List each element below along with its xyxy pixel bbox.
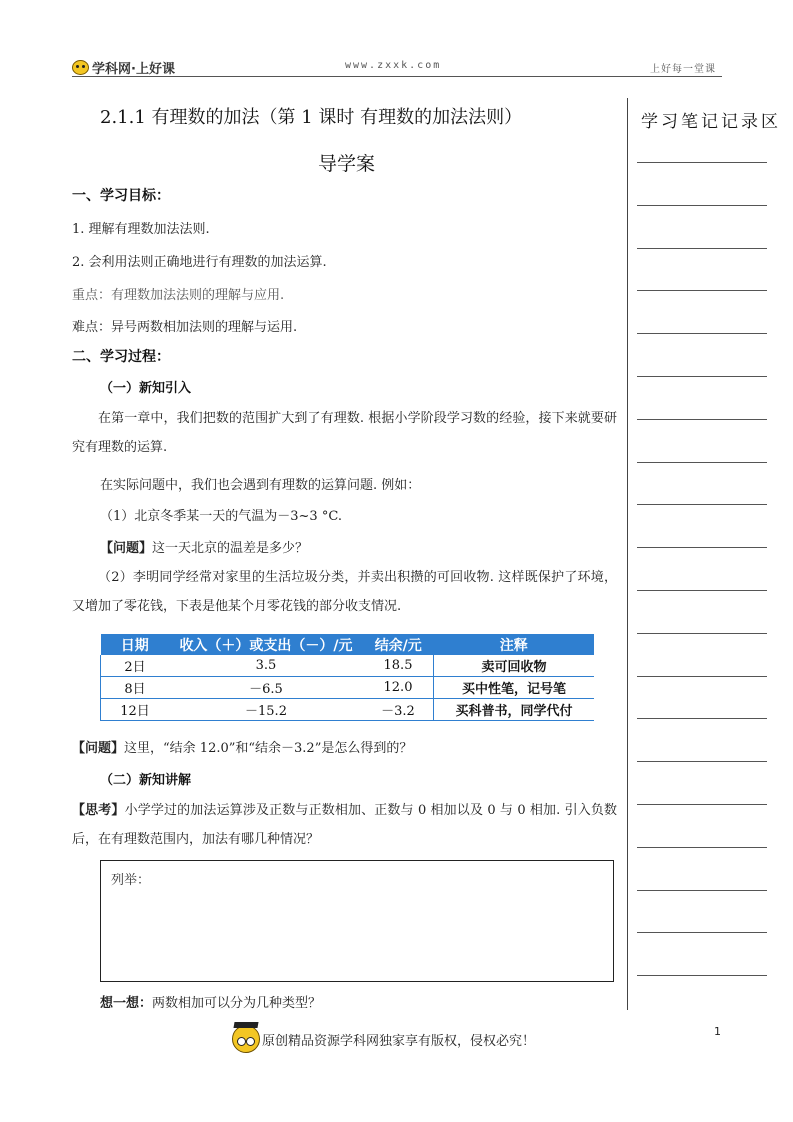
note-line — [637, 205, 767, 206]
table-cell-amount: 3.5 — [169, 655, 363, 677]
table-cell-note: 买科普书，同学代付 — [434, 699, 595, 721]
table-header-row — [101, 634, 595, 655]
table-header-date: 日期 — [101, 634, 170, 655]
table-row — [101, 655, 595, 677]
footer — [232, 1025, 535, 1053]
think-text: 小学学过的加法运算涉及正数与正数相加、正数与 0 相加以及 0 与 0 相加. 引入负数后，在有理数范围内，加法有哪几种情况？ — [72, 803, 617, 847]
section2-heading: 二、学习过程： — [72, 349, 170, 365]
table-row — [101, 677, 595, 699]
question-1-tag: 【问题】 — [100, 541, 153, 556]
table-cell-date: 12日 — [101, 699, 170, 721]
table-header-balance: 结余/元 — [363, 634, 434, 655]
doc-title: 2.1.1 有理数的加法（第 1 课时 有理数的加法法则） — [100, 107, 523, 128]
header-url: www.zxxk.com — [345, 60, 442, 71]
logo-face-icon — [72, 60, 89, 75]
example-2: （2）李明同学经常对家里的生活垃圾分类，并卖出积攒的可回收物. 这样既保护了环境，又增加了零花钱，下表是他某个月零花钱的部分收支情况. — [72, 570, 617, 614]
question-2 — [72, 737, 412, 756]
table-cell-amount: －15.2 — [169, 699, 363, 721]
table-header-amount: 收入（＋）或支出（－）/元 — [169, 634, 363, 655]
table-cell-note: 买中性笔，记号笔 — [434, 677, 595, 699]
table-cell-date: 8日 — [101, 677, 170, 699]
question-2-text: 这里，“结余 12.0”和“结余－3.2”是怎么得到的？ — [124, 741, 413, 756]
intro-paragraph-2: 在实际问题中，我们也会遇到有理数的运算问题. 例如： — [100, 478, 421, 493]
note-line — [637, 718, 767, 719]
think-2 — [100, 992, 321, 1011]
think-2-tag: 想一想： — [100, 996, 153, 1011]
sub1-heading: （一）新知引入 — [100, 381, 192, 396]
note-line — [637, 804, 767, 805]
allowance-table — [100, 634, 594, 721]
think-tag: 【思考】 — [72, 803, 125, 818]
table-header-note: 注释 — [434, 634, 595, 655]
note-line — [637, 847, 767, 848]
mascot-icon — [232, 1025, 260, 1053]
notes-title: 学习笔记记录区 — [641, 112, 781, 132]
table-cell-date: 2日 — [101, 655, 170, 677]
example-1: （1）北京冬季某一天的气温为－3~3 °C. — [100, 509, 342, 524]
table-cell-balance: 18.5 — [363, 655, 434, 677]
header-divider — [72, 76, 722, 77]
key-point: 重点：有理数加法法则的理解与应用. — [72, 288, 285, 303]
note-line — [637, 932, 767, 933]
note-line — [637, 890, 767, 891]
note-line — [637, 633, 767, 634]
answer-box-label: 列举： — [111, 873, 151, 888]
intro-paragraph: 在第一章中，我们把数的范围扩大到了有理数. 根据小学阶段学习数的经验，接下来就要研究有理数的运算. — [72, 411, 617, 455]
goal-2: 2. 会利用法则正确地进行有理数的加法运算. — [72, 255, 327, 270]
think-2-text: 两数相加可以分为几种类型？ — [152, 996, 322, 1011]
question-2-tag: 【问题】 — [72, 741, 125, 756]
note-line — [637, 290, 767, 291]
note-line — [637, 590, 767, 591]
page-number: 1 — [714, 1025, 721, 1038]
note-line — [637, 162, 767, 163]
answer-box[interactable] — [100, 860, 614, 982]
note-line — [637, 547, 767, 548]
note-line — [637, 504, 767, 505]
note-line — [637, 419, 767, 420]
note-line — [637, 676, 767, 677]
table-cell-amount: －6.5 — [169, 677, 363, 699]
note-line — [637, 248, 767, 249]
sub2-heading: （二）新知讲解 — [100, 773, 192, 788]
doc-subtitle: 导学案 — [318, 153, 376, 175]
note-line — [637, 975, 767, 976]
table-cell-balance: －3.2 — [363, 699, 434, 721]
logo-text: 学科网·上好课 — [92, 62, 175, 77]
table-cell-balance: 12.0 — [363, 677, 434, 699]
table-row — [101, 699, 595, 721]
section1-heading: 一、学习目标： — [72, 188, 170, 204]
note-line — [637, 333, 767, 334]
note-line — [637, 462, 767, 463]
note-line — [637, 376, 767, 377]
header-slogan: 上好每一堂课 — [650, 64, 716, 75]
question-1-text: 这一天北京的温差是多少？ — [152, 541, 309, 556]
note-line — [637, 761, 767, 762]
think-paragraph — [72, 796, 617, 854]
footer-copyright: 原创精品资源学科网独家享有版权，侵权必究！ — [262, 1033, 536, 1049]
notes-column-divider — [627, 98, 628, 1010]
goal-1: 1. 理解有理数加法法则. — [72, 222, 210, 237]
difficulty: 难点：异号两数相加法则的理解与运用. — [72, 320, 298, 335]
header-logo — [72, 58, 175, 77]
question-1 — [100, 537, 308, 556]
table-cell-note: 卖可回收物 — [434, 655, 595, 677]
